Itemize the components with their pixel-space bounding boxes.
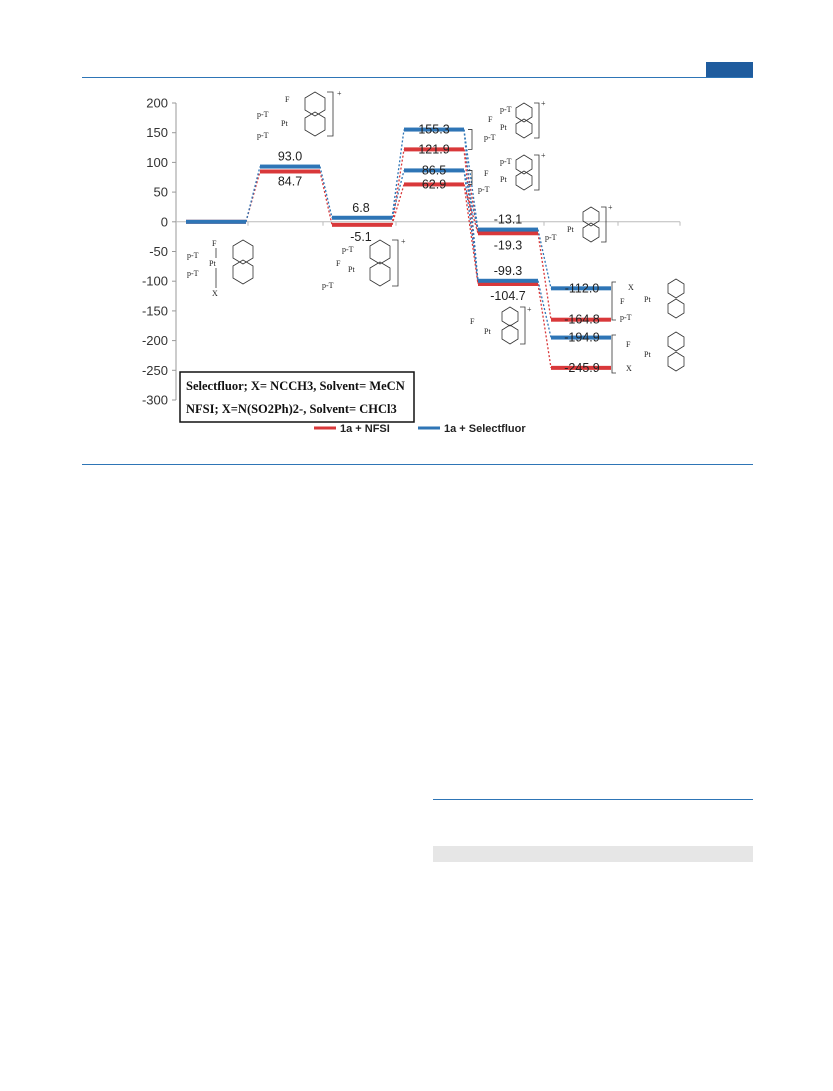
- struct-pt: Pt: [484, 327, 491, 336]
- y-tick-label: -150: [141, 303, 168, 319]
- energy-level-nfsi: [260, 169, 320, 173]
- connector-nfsi: [320, 171, 332, 224]
- connector-selectfluor: [246, 167, 260, 222]
- data-label-selectfluor: 93.0: [277, 149, 303, 164]
- energy-level-selectfluor: [186, 220, 246, 224]
- struct-f: F: [626, 340, 631, 349]
- connector-selectfluor: [464, 170, 478, 280]
- data-label-selectfluor: 86.5: [421, 163, 447, 178]
- legend: [314, 423, 526, 435]
- struct-pt-ligand: p-T: [187, 269, 199, 278]
- data-label-nfsi: 84.7: [277, 174, 303, 189]
- struct-pt-ligand: p-T: [500, 105, 512, 114]
- struct-pt: Pt: [644, 350, 651, 359]
- data-label-selectfluor: 6.8: [352, 200, 370, 215]
- data-label-nfsi: -19.3: [493, 238, 523, 253]
- struct-pt-ligand: p-T: [478, 185, 490, 194]
- structure-stage5-top: [612, 279, 684, 322]
- legend-label-selectfluor: 1a + Selectfluor: [444, 423, 526, 435]
- data-label-selectfluor: -13.1: [493, 212, 523, 227]
- struct-x: X: [626, 364, 632, 373]
- struct-pt-ligand: p-T: [322, 281, 334, 290]
- y-tick-label: 0: [160, 214, 168, 230]
- data-label-selectfluor: -112.0: [564, 281, 600, 296]
- struct-f: F: [212, 239, 217, 248]
- struct-f: F: [488, 115, 493, 124]
- energy-level-selectfluor: [478, 279, 538, 283]
- struct-pt-ligand: p-T: [620, 313, 632, 322]
- struct-f: F: [470, 317, 475, 326]
- struct-pt: Pt: [644, 295, 651, 304]
- conditions-line-2: NFSI; X=N(SO2Ph)2-, Solvent= CHCl3: [186, 402, 397, 416]
- data-label-nfsi: -5.1: [350, 229, 372, 244]
- struct-f: F: [285, 95, 290, 104]
- structure-stage4-top: [545, 203, 613, 242]
- connector-nfsi: [538, 233, 551, 319]
- connector-nfsi: [538, 284, 551, 368]
- structure-stage5-bottom: [612, 332, 684, 373]
- struct-pt-ligand: p-T: [257, 131, 269, 140]
- energy-level-nfsi: [332, 223, 392, 227]
- struct-pt-ligand: p-T: [500, 157, 512, 166]
- structure-stage2: [322, 237, 406, 290]
- struct-pt: Pt: [281, 119, 288, 128]
- conditions-line-1: Selectfluor; X= NCCH3, Solvent= MeCN: [186, 379, 405, 393]
- struct-f: F: [620, 297, 625, 306]
- energy-level-selectfluor: [478, 228, 538, 232]
- struct-pt-ligand: p-T: [342, 245, 354, 254]
- energy-level-selectfluor: [260, 165, 320, 169]
- data-label-nfsi: -104.7: [490, 288, 526, 303]
- data-label-selectfluor: -194.9: [564, 330, 600, 345]
- y-tick-label: -200: [141, 333, 168, 349]
- connector-selectfluor: [464, 130, 478, 281]
- struct-charge: +: [541, 99, 546, 108]
- struct-x: X: [212, 289, 218, 298]
- data-label-nfsi: -164.8: [564, 312, 600, 327]
- y-tick-label: -250: [141, 362, 168, 378]
- struct-charge: +: [401, 237, 406, 246]
- struct-f: F: [484, 169, 489, 178]
- energy-levels: [186, 128, 611, 370]
- legend-label-nfsi: 1a + NFSI: [340, 423, 390, 435]
- struct-charge: +: [337, 89, 342, 98]
- y-tick-label: 150: [146, 125, 168, 141]
- struct-charge: +: [608, 203, 613, 212]
- struct-pt-ligand: p-T: [484, 133, 496, 142]
- data-label-nfsi: 121.9: [418, 142, 450, 157]
- struct-pt-ligand: p-T: [187, 251, 199, 260]
- struct-pt: Pt: [500, 123, 507, 132]
- data-label-nfsi: -245.9: [564, 360, 600, 375]
- struct-pt: Pt: [348, 265, 355, 274]
- struct-pt: Pt: [209, 259, 216, 268]
- y-tick-label: 50: [153, 184, 168, 200]
- y-tick-label: -100: [141, 273, 168, 289]
- y-tick-label: 200: [146, 95, 168, 111]
- structure-stage3-top: [484, 99, 546, 142]
- structure-stage0: [187, 239, 253, 298]
- struct-charge: +: [541, 151, 546, 160]
- connector-nfsi: [464, 149, 478, 284]
- struct-pt-ligand: p-T: [545, 233, 557, 242]
- struct-charge: +: [527, 305, 532, 314]
- pair-bracket: [468, 130, 472, 150]
- connector-nfsi: [392, 149, 404, 224]
- y-tick-label: 100: [146, 154, 168, 170]
- struct-f: F: [336, 259, 341, 268]
- conditions-box: [180, 372, 414, 422]
- sidebar-rule: [433, 799, 753, 800]
- energy-level-selectfluor: [332, 216, 392, 220]
- data-label-selectfluor: -99.3: [493, 263, 523, 278]
- struct-pt: Pt: [567, 225, 574, 234]
- struct-pt: Pt: [500, 175, 507, 184]
- sidebar-shaded-bar: [433, 846, 753, 862]
- struct-x: X: [628, 283, 634, 292]
- structure-stage1: [257, 89, 342, 140]
- struct-pt-ligand: p-T: [257, 110, 269, 119]
- energy-profile-chart: [0, 0, 833, 470]
- energy-level-nfsi: [478, 231, 538, 235]
- data-label-selectfluor: 155.3: [418, 122, 450, 137]
- connector-nfsi: [246, 171, 260, 221]
- structure-stage3-bottom: [478, 151, 546, 194]
- y-tick-label: -300: [141, 392, 168, 408]
- structure-stage4-bottom: [470, 305, 532, 344]
- y-tick-label: -50: [149, 244, 168, 259]
- connector-selectfluor: [320, 167, 332, 218]
- data-label-nfsi: 62.9: [421, 177, 447, 192]
